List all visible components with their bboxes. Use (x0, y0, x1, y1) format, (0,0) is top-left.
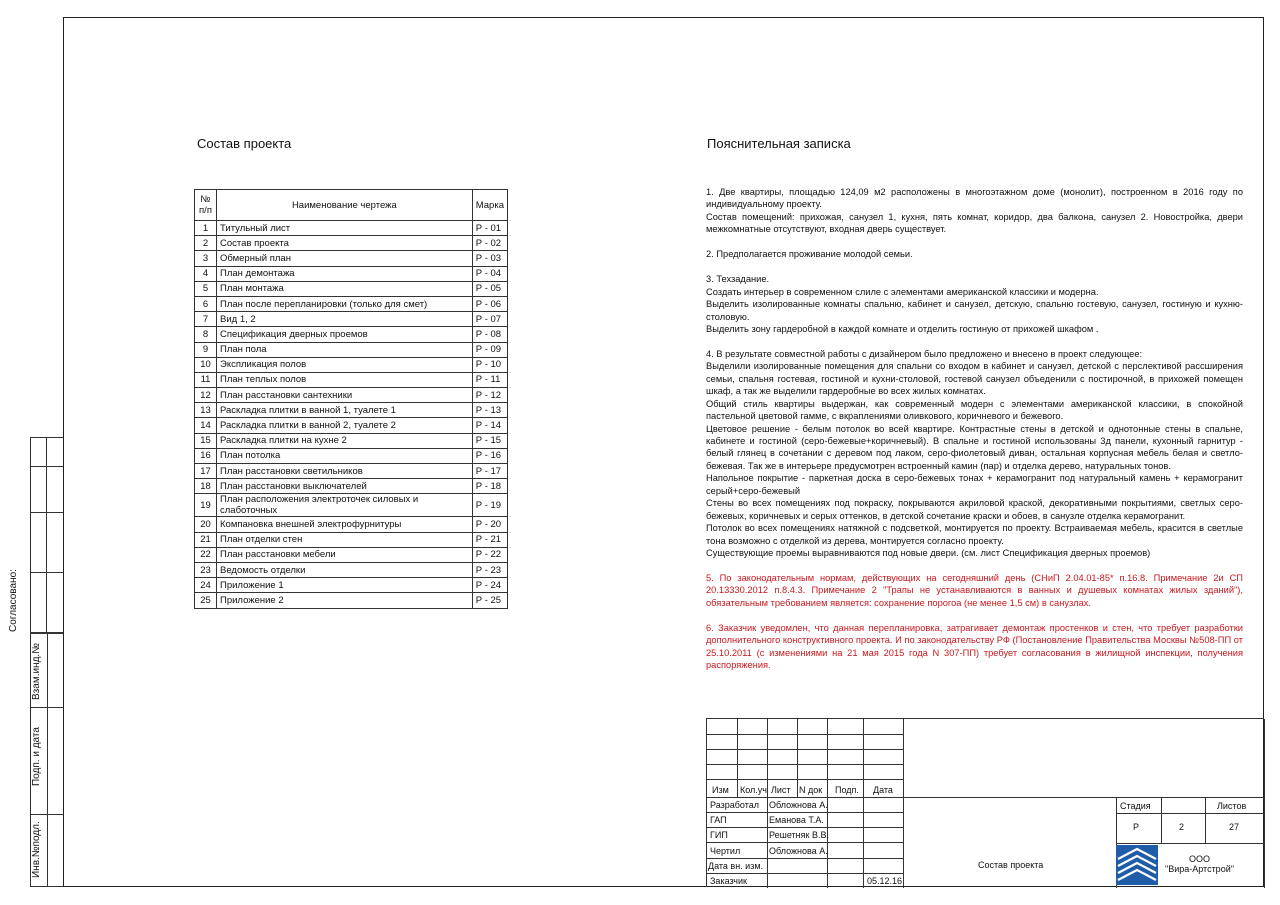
listov-value: 27 (1229, 822, 1240, 832)
table-row (195, 251, 508, 266)
col-ndok: N док (799, 785, 823, 795)
table-row (195, 296, 508, 311)
cell-name: Раскладка плитки на кухне 2 (217, 433, 473, 448)
name-gip: Решетняк В.В. (769, 830, 829, 840)
note-paragraph: 1. Две квартиры, площадью 124,09 м2 расположены в многоэтажном доме (монолит), построенном в 2016 году по индивидуальному проекту. (706, 187, 1243, 210)
cell-mark: Р - 16 (472, 448, 507, 463)
cell-name: Приложение 1 (217, 578, 473, 593)
cell-num: 14 (195, 418, 217, 433)
table-row (195, 494, 508, 517)
cell-name: Экспликация полов (217, 357, 473, 372)
table-header-row (195, 190, 508, 221)
explanatory-note (706, 186, 1243, 672)
note-paragraph: Общий стиль квартиры выдержан, как современный модерн с элементами американской классики, в спокойной пастельной цветовой гамме, с вкраплениями оливкового, коричневого и бежевого. (706, 398, 1243, 422)
role-gap: ГАП (710, 815, 727, 825)
org-line2: "Вира-Артстрой" (1165, 864, 1234, 874)
header-mark: Марка (472, 190, 507, 221)
list-value: 2 (1179, 822, 1185, 832)
table-row (195, 532, 508, 547)
sign-date-label: Подп. и дата (31, 727, 42, 786)
cell-name: Титульный лист (217, 221, 473, 236)
table-row (195, 517, 508, 532)
cell-mark: Р - 09 (472, 342, 507, 357)
note-paragraph: 2. Предполагается проживание молодой семьи. (706, 249, 913, 260)
cell-name: Спецификация дверных проемов (217, 327, 473, 342)
cell-mark: Р - 21 (472, 532, 507, 547)
cell-mark: Р - 22 (472, 547, 507, 562)
note-paragraph: Цветовое решение - белым потолок во всей квартире. Контрастные стены в детской и однотонные стены в спальне, кабинете и гостиной (серо-бежевые+коричневый). В спальне и гостиной использованы 3д панели, кухонный гарнитур - белый глянец в сочетании с деревом под лаком, серо-фиолетовый диван, остальная корпусная мебель белая и светло-бежевая. Так же в интерьере предусмотрен встроенный камин (пар) и отделка дерево, натуральных тонов. (706, 423, 1243, 471)
cell-num: 5 (195, 281, 217, 296)
note-paragraph-red: 6. Заказчик уведомлен, что данная перепланировка, затрагивает демонтаж простенков и стен, что требует разработки дополнительного конструктивного проекта. И по законодательству РФ (Постановление Правительства Москвы №508-ПП от 25.10.2011 (с изменениями на 21 мая 2015 года N 307-ПП) требует согласования в жилищной инспекции, получения распоряжения. (706, 622, 1243, 671)
role-zakazchik: Заказчик (710, 876, 747, 886)
cell-num: 2 (195, 236, 217, 251)
cell-num: 12 (195, 388, 217, 403)
agreed-label: Согласовано: (8, 569, 19, 632)
inv-orig-label: Инв.№подл. (31, 821, 42, 878)
side-stamp-agreed (30, 437, 63, 633)
cell-num: 1 (195, 221, 217, 236)
cell-num: 15 (195, 433, 217, 448)
cell-name: Обмерный план (217, 251, 473, 266)
cell-mark: Р - 03 (472, 251, 507, 266)
cell-name: План потолка (217, 448, 473, 463)
cell-mark: Р - 24 (472, 578, 507, 593)
cell-mark: Р - 04 (472, 266, 507, 281)
cell-num: 4 (195, 266, 217, 281)
cell-mark: Р - 06 (472, 296, 507, 311)
note-paragraph: Существующие проемы выравниваются под новые двери. (см. лист Спецификация дверных проемов) (706, 548, 1151, 559)
cell-num: 20 (195, 517, 217, 532)
table-row (195, 479, 508, 494)
cell-name: План отделки стен (217, 532, 473, 547)
cell-name: Раскладка плитки в ванной 1, туалете 1 (217, 403, 473, 418)
table-row (195, 342, 508, 357)
name-chertil: Обложнова А. (769, 846, 828, 856)
cell-name: План пола (217, 342, 473, 357)
cell-num: 25 (195, 593, 217, 608)
note-paragraph-red: 5. По законодательным нормам, действующих на сегодняшний день (СНиП 2.04.01-85* п.16.8. Примечание 2и СП 20.13330.2012 п.8.4.3. Примечание 2 "Трапы не устанавливаются в ванных и душевых комнатах жилых зданий"), обязательным требованием является: сохранение порогоа (не менее 1,5 см) в санузлах. (706, 572, 1243, 608)
note-paragraph: Выделить зону гардеробной в каждой комнате и отделить гостиную от прихожей шкафом . (706, 323, 1099, 334)
cell-num: 18 (195, 479, 217, 494)
note-paragraph: Выделили изолированные помещения для спальни со входом в кабинет и санузел, детской с перслективой рассширения семьи, спальня гостевая, гостиной и кухни-столовой, гостевой санузел объеденили с постирочной, в прихожей помещен шкаф, а так же выделили гардеробные во всех жилых комнатах. (706, 361, 1243, 397)
cell-mark: Р - 12 (472, 388, 507, 403)
note-paragraph: Создать интерьер в современном слиле с элементами американской классики и модерна. (706, 286, 1099, 297)
table-row (195, 236, 508, 251)
cell-mark: Р - 19 (472, 494, 507, 517)
header-num: № п/п (195, 190, 217, 221)
cell-mark: Р - 14 (472, 418, 507, 433)
org-line1: ООО (1189, 854, 1211, 864)
composition-table (194, 189, 508, 609)
col-koluch: Кол.уч (740, 785, 767, 795)
cell-name: Компановка внешней электрофурнитуры (217, 517, 473, 532)
cell-name: План расположения электроточек силовых и слаботочных (217, 494, 473, 517)
note-paragraph: 4. В результате совместной работы с дизайнером было предложено и внесено в проект следующее: (706, 348, 1143, 359)
table-row (195, 593, 508, 608)
table-row (195, 372, 508, 387)
cell-num: 19 (195, 494, 217, 517)
col-data: Дата (873, 785, 893, 795)
col-izm: Изм (712, 785, 729, 795)
cell-name: Ведомость отделки (217, 562, 473, 577)
cell-name: План расстановки сантехники (217, 388, 473, 403)
cell-num: 17 (195, 464, 217, 479)
cell-num: 23 (195, 562, 217, 577)
listov-label: Листов (1217, 801, 1247, 811)
cell-mark: Р - 25 (472, 593, 507, 608)
cell-name: План демонтажа (217, 266, 473, 281)
note-paragraph: Стены во всех помещениях под покраску, покрываются акриловой краской, декоративными покрытиями, светлых серо-бежевых, коричневых и серых оттенков, в детской сочетание краски и обоев, в санузле отделка керамогранит. (706, 498, 1243, 521)
table-row (195, 464, 508, 479)
cell-mark: Р - 05 (472, 281, 507, 296)
cell-mark: Р - 20 (472, 517, 507, 532)
role-gip: ГИП (710, 830, 728, 840)
note-paragraph: Потолок во всех помещениях натяжной с подсветкой, монтируется по проекту. Встраиваемая мебель, красится в светлые тона возможно с отделкой из дерева, монтируется согласно проекту. (706, 523, 1243, 546)
role-razrabotal: Разработал (710, 800, 759, 810)
cell-name: План монтажа (217, 281, 473, 296)
table-row (195, 547, 508, 562)
table-row (195, 388, 508, 403)
cell-num: 9 (195, 342, 217, 357)
note-paragraph: Состав помещений: прихожая, санузел 1, кухня, пять комнат, коридор, два балкона, санузел 2. Новостройка, двери межкомнатные отсутствуют, входная дверь существует. (706, 211, 1243, 235)
role-chertil: Чертил (710, 846, 741, 856)
stadia-value: Р (1133, 822, 1140, 832)
role-data-vn-izm: Дата вн. изм. (708, 861, 764, 871)
table-row (195, 433, 508, 448)
col-list: Лист (771, 785, 791, 795)
note-paragraph: 3. Техзадание. (706, 274, 770, 285)
table-row (195, 281, 508, 296)
cell-num: 22 (195, 547, 217, 562)
cell-mark: Р - 23 (472, 562, 507, 577)
cell-name: Раскладка плитки в ванной 2, туалете 2 (217, 418, 473, 433)
cell-name: План расстановки мебели (217, 547, 473, 562)
cell-num: 24 (195, 578, 217, 593)
cell-name: Приложение 2 (217, 593, 473, 608)
cell-mark: Р - 18 (472, 479, 507, 494)
table-row (195, 418, 508, 433)
table-row (195, 221, 508, 236)
cell-name: Вид 1, 2 (217, 312, 473, 327)
cell-mark: Р - 17 (472, 464, 507, 479)
cell-name: План расстановки светильников (217, 464, 473, 479)
cell-num: 6 (195, 296, 217, 311)
vzam-inv-label: Взам.инд.№ (31, 643, 42, 700)
composition-title: Состав проекта (197, 136, 292, 151)
cell-mark: Р - 02 (472, 236, 507, 251)
cell-num: 16 (195, 448, 217, 463)
cell-num: 10 (195, 357, 217, 372)
stadia-label: Стадия (1120, 801, 1151, 811)
cell-name: План теплых полов (217, 372, 473, 387)
note-paragraph: Выделить изолированные комнаты спальню, кабинет и санузел, детскую, спальню гостевую, санузел, гостиную и кухню-столовую. (706, 299, 1243, 322)
cell-mark: Р - 01 (472, 221, 507, 236)
name-gap: Еманова Т.А. (769, 815, 824, 825)
note-paragraph: Напольное покрытие - паркетная доска в серо-бежевых тонах + керамогранит под натуральный камень + керамогранит серый+серо-бежевый (706, 473, 1243, 496)
cell-mark: Р - 11 (472, 372, 507, 387)
table-row (195, 403, 508, 418)
cell-name: План расстановки выключателей (217, 479, 473, 494)
cell-num: 3 (195, 251, 217, 266)
cell-mark: Р - 15 (472, 433, 507, 448)
note-title: Пояснительная записка (707, 136, 851, 151)
table-row (195, 562, 508, 577)
cell-num: 7 (195, 312, 217, 327)
zakazchik-date: 05.12.16 (867, 876, 903, 886)
table-row (195, 327, 508, 342)
cell-num: 21 (195, 532, 217, 547)
cell-mark: Р - 07 (472, 312, 507, 327)
table-row (195, 312, 508, 327)
col-podp: Подп. (835, 785, 859, 795)
title-block (706, 718, 1264, 887)
cell-num: 8 (195, 327, 217, 342)
name-razrabotal: Обложнова А. (769, 800, 828, 810)
cell-num: 11 (195, 372, 217, 387)
table-row (195, 357, 508, 372)
table-row (195, 578, 508, 593)
cell-name: Состав проекта (217, 236, 473, 251)
cell-mark: Р - 10 (472, 357, 507, 372)
table-row (195, 448, 508, 463)
cell-mark: Р - 08 (472, 327, 507, 342)
company-logo-icon (1116, 845, 1158, 885)
sheet-name: Состав проекта (978, 860, 1044, 870)
cell-num: 13 (195, 403, 217, 418)
header-name: Наименование чертежа (217, 190, 473, 221)
cell-mark: Р - 13 (472, 403, 507, 418)
table-row (195, 266, 508, 281)
cell-name: План после перепланировки (только для смет) (217, 296, 473, 311)
